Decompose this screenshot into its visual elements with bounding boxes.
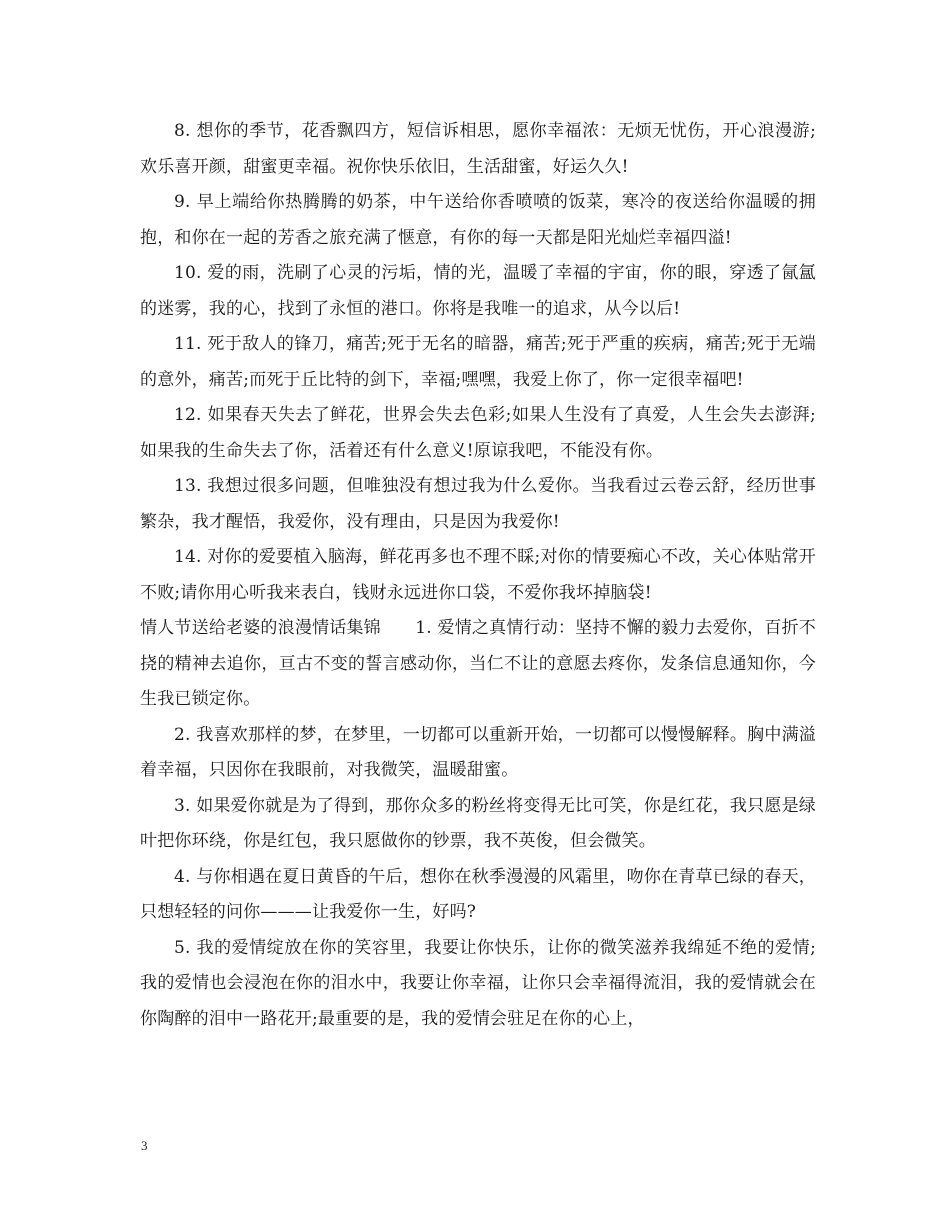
document-body bbox=[140, 114, 816, 1037]
paragraph-2: 2. 我喜欢那样的梦，在梦里，一切都可以重新开始，一切都可以慢慢解释。胸中满溢着幸福，只因你在我眼前，对我微笑，温暖甜蜜。 bbox=[140, 724, 816, 780]
paragraph-3: 3. 如果爱你就是为了得到，那你众多的粉丝将变得无比可笑，你是红花，我只愿是绿叶把你环绕，你是红包，我只愿做你的钞票，我不英俊，但会微笑。 bbox=[140, 795, 816, 851]
paragraph-4: 4. 与你相遇在夏日黄昏的午后，想你在秋季漫漫的风霜里，吻你在青草已绿的春天，只想轻轻的问你———让我爱你一生，好吗? bbox=[140, 866, 816, 922]
section-heading-paragraph: 情人节送给老婆的浪漫情话集锦 1. 爱情之真情行动：坚持不懈的毅力去爱你，百折不挠的精神去追你，亘古不变的誓言感动你，当仁不让的意愿去疼你，发条信息通知你，今生我已锁定你。 bbox=[140, 618, 816, 709]
paragraph-14: 14. 对你的爱要植入脑海，鲜花再多也不理不睬;对你的情要痴心不改，关心体贴常开不败;请你用心听我来表白，钱财永远进你口袋，不爱你我坏掉脑袋! bbox=[140, 547, 816, 603]
paragraph-10: 10. 爱的雨，洗刷了心灵的污垢，情的光，温暖了幸福的宇宙，你的眼，穿透了氤氲的迷雾，我的心，找到了永恒的港口。你将是我唯一的追求，从今以后! bbox=[140, 263, 816, 319]
paragraph-9: 9. 早上端给你热腾腾的奶茶，中午送给你香喷喷的饭菜，寒冷的夜送给你温暖的拥抱，和你在一起的芳香之旅充满了惬意，有你的每一天都是阳光灿烂幸福四溢! bbox=[140, 192, 816, 248]
paragraph-11: 11. 死于敌人的锋刀，痛苦;死于无名的暗器，痛苦;死于严重的疾病，痛苦;死于无端的意外，痛苦;而死于丘比特的剑下，幸福;嘿嘿，我爱上你了，你一定很幸福吧! bbox=[140, 334, 816, 390]
paragraph-12: 12. 如果春天失去了鲜花，世界会失去色彩;如果人生没有了真爱，人生会失去澎湃;如果我的生命失去了你，活着还有什么意义!原谅我吧，不能没有你。 bbox=[140, 405, 816, 461]
paragraph-5: 5. 我的爱情绽放在你的笑容里，我要让你快乐，让你的微笑滋养我绵延不绝的爱情;我的爱情也会浸泡在你的泪水中，我要让你幸福，让你只会幸福得流泪，我的爱情就会在你陶醉的泪中一路花开;最重要的是，我的爱情会驻足在你的心上， bbox=[140, 937, 816, 1029]
paragraph-13: 13. 我想过很多问题，但唯独没有想过我为什么爱你。当我看过云卷云舒，经历世事繁杂，我才醒悟，我爱你，没有理由，只是因为我爱你! bbox=[140, 476, 816, 532]
page-number: 3 bbox=[141, 1138, 148, 1153]
paragraph-8: 8. 想你的季节，花香飘四方，短信诉相思，愿你幸福浓：无烦无忧伤，开心浪漫游;欢乐喜开颜，甜蜜更幸福。祝你快乐依旧，生活甜蜜，好运久久! bbox=[140, 121, 816, 177]
